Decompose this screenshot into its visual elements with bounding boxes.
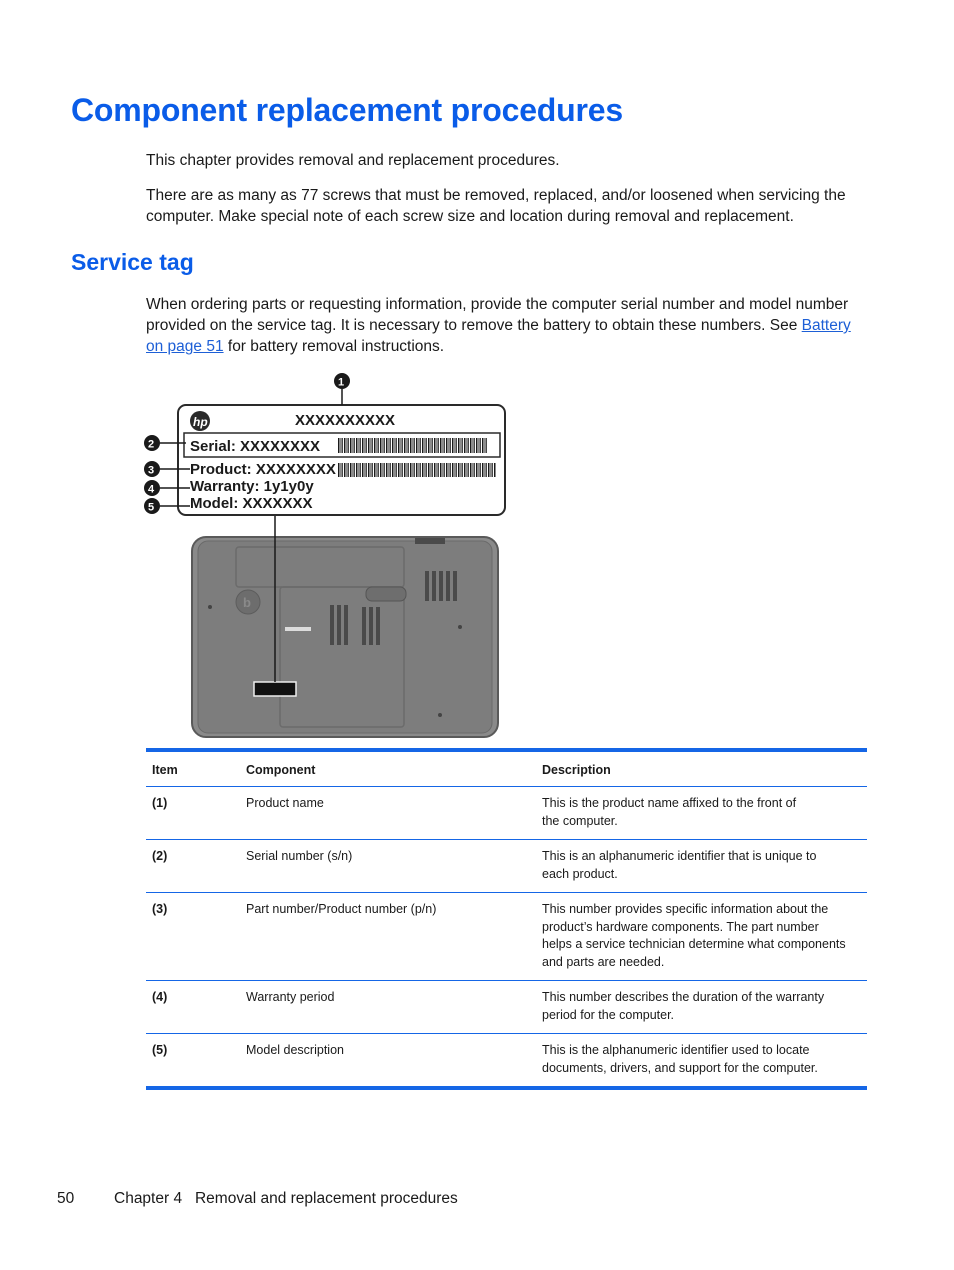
page-footer xyxy=(57,1190,458,1208)
section-text-after: for battery removal instructions. xyxy=(223,338,445,355)
label-product: Product: XXXXXXXX xyxy=(190,461,336,478)
product-barcode xyxy=(338,463,496,477)
row-description: This is the alphanumeric identifier used to locate documents, drivers, and support for the computer. xyxy=(542,1043,818,1075)
row-item: (5) xyxy=(152,1043,168,1057)
label-serial: Serial: XXXXXXXX xyxy=(190,438,321,455)
callout-1-number: 1 xyxy=(338,376,345,389)
table-row xyxy=(146,893,867,981)
service-tag-label xyxy=(178,405,505,515)
service-tag-table xyxy=(146,748,867,1090)
svg-text:b: b xyxy=(243,595,251,610)
callout-2-number: 2 xyxy=(148,438,155,451)
header-description: Description xyxy=(536,752,867,787)
table-row xyxy=(146,1034,867,1087)
row-component: Product name xyxy=(240,787,536,840)
battery-link[interactable]: Battery on page 51 xyxy=(146,317,851,355)
label-product-name: XXXXXXXXXX xyxy=(295,412,396,429)
serial-barcode xyxy=(338,438,488,453)
row-description: This is an alphanumeric identifier that is unique to each product. xyxy=(536,840,867,893)
header-component: Component xyxy=(240,752,536,787)
row-item: (3) xyxy=(146,893,240,981)
laptop-bottom-illustration xyxy=(192,537,498,737)
table-row xyxy=(146,981,867,1034)
intro-paragraph-2: There are as many as 77 screws that must be removed, replaced, and/or loosened when servicing the computer. Make special note of each screw size and location during removal and replacement. xyxy=(146,187,846,225)
hp-logo: hp xyxy=(193,415,208,429)
section-title: Service tag xyxy=(71,249,194,275)
label-warranty: Warranty: 1y1y0y xyxy=(190,478,314,495)
section-text-before: When ordering parts or requesting information, provide the computer serial number and model number provided on the service tag. It is necessary to remove the battery to obtain these numbers. See xyxy=(146,296,849,334)
service-tag-figure xyxy=(140,365,520,745)
row-component: Serial number (s/n) xyxy=(240,840,536,893)
row-item: (4) xyxy=(146,981,240,1034)
intro-paragraph-1: This chapter provides removal and replacement procedures. xyxy=(146,152,560,169)
page-title: Component replacement procedures xyxy=(71,92,623,128)
row-component: Model description xyxy=(246,1043,344,1057)
callout-3-number: 3 xyxy=(148,464,155,477)
row-description: This number describes the duration of the warranty period for the computer. xyxy=(536,981,867,1034)
header-item: Item xyxy=(146,752,240,787)
callout-5-number: 5 xyxy=(148,501,155,514)
row-description: This is the product name affixed to the front of the computer. xyxy=(536,787,867,840)
row-description: This number provides specific information about the product’s hardware components. The part number helps a service technician determine what components and parts are needed. xyxy=(536,893,867,981)
table-header-row xyxy=(146,752,867,787)
table-row xyxy=(146,840,867,893)
table-row xyxy=(146,787,867,840)
row-item: (2) xyxy=(146,840,240,893)
label-model: Model: XXXXXXX xyxy=(190,495,313,512)
footer-chapter: Chapter 4 Removal and replacement procedures xyxy=(114,1190,458,1207)
row-item: (1) xyxy=(146,787,240,840)
section-paragraph xyxy=(146,294,868,357)
callout-4-number: 4 xyxy=(148,483,155,496)
row-component: Warranty period xyxy=(240,981,536,1034)
row-component: Part number/Product number (p/n) xyxy=(240,893,536,981)
page-number: 50 xyxy=(57,1190,75,1207)
